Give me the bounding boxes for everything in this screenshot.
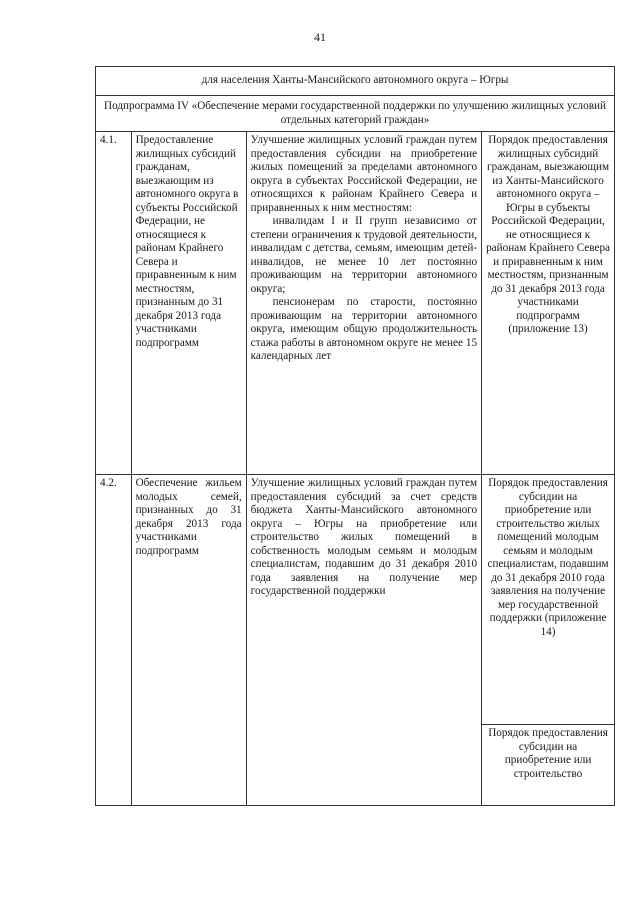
row-number: 4.2. [96, 475, 132, 806]
row-number: 4.1. [96, 132, 132, 475]
table-row [96, 475, 615, 725]
description-paragraph: пенсионерам по старости, постоянно проживающим на территории автономного округа, имеющим общую продолжительность стажа работы в автономном округе не менее 15 календарных лет [250, 296, 478, 362]
measure-description [246, 475, 481, 806]
regulating-document: Порядок предоставления жилищных субсидий гражданам, выезжающим из Ханты-Мансийского автономного округа – Югры в субъекты Российской Федерации, не относящиеся к районам Крайнего Севера и приравненным к ним местностям, признанным до 31 декабря 2013 года участниками подпрограмм (приложение 13) [482, 132, 615, 475]
page-number: 41 [314, 30, 326, 44]
description-paragraph: Улучшение жилищных условий граждан путем предоставления субсидий за счет средств бюджета Ханты-Мансийского автономного округа – Югры на приобретение или строительство жилых помещений в собственность молодым семьям и молодым специалистам, подавшим до 31 декабря 2010 года заявления на получение мер государственной поддержки [250, 477, 478, 597]
table-row [96, 132, 615, 475]
regulating-document-continued: Порядок предоставления субсидии на приобретение или строительство [482, 725, 615, 806]
subprogram-row [96, 96, 615, 132]
table-title-row [96, 67, 615, 96]
description-paragraph: Улучшение жилищных условий граждан путем предоставления субсидии на приобретение жилых помещений за пределами автономного округа в субъектах Российской Федерации, не относящихся к районам Крайнего Севера и приравненных к ним местностям: [250, 134, 478, 214]
subprogram-title: Подпрограмма IV «Обеспечение мерами государственной поддержки по улучшению жилищных условий отдельных категорий граждан» [96, 96, 615, 132]
measure-description [246, 132, 481, 475]
measure-name: Предоставление жилищных субсидий гражданам, выезжающим из автономного округа в субъекты Российской Федерации, не относящиеся к районам Крайнего Севера и приравненным к ним местностям, признанным до 31 декабря 2013 года участниками подпрограмм [131, 132, 246, 475]
description-paragraph: инвалидам I и II групп независимо от степени ограничения к трудовой деятельности, инвалидам с детства, семьям, имеющим детей-инвалидов, не менее 10 лет постоянно проживающим на территории автономного округа; [250, 215, 478, 295]
measure-name: Обеспечение жильем молодых семей, признанных до 31 декабря 2013 года участниками подпрограмм [131, 475, 246, 806]
program-table [95, 66, 615, 806]
table-title-cell: для населения Ханты-Мансийского автономного округа – Югры [96, 67, 615, 96]
regulating-document: Порядок предоставления субсидии на приобретение или строительство жилых помещений молодым семьям и молодым специалистам, подавшим до 31 декабря 2010 года заявления на получение мер государственной поддержки (приложение 14) [482, 475, 615, 725]
